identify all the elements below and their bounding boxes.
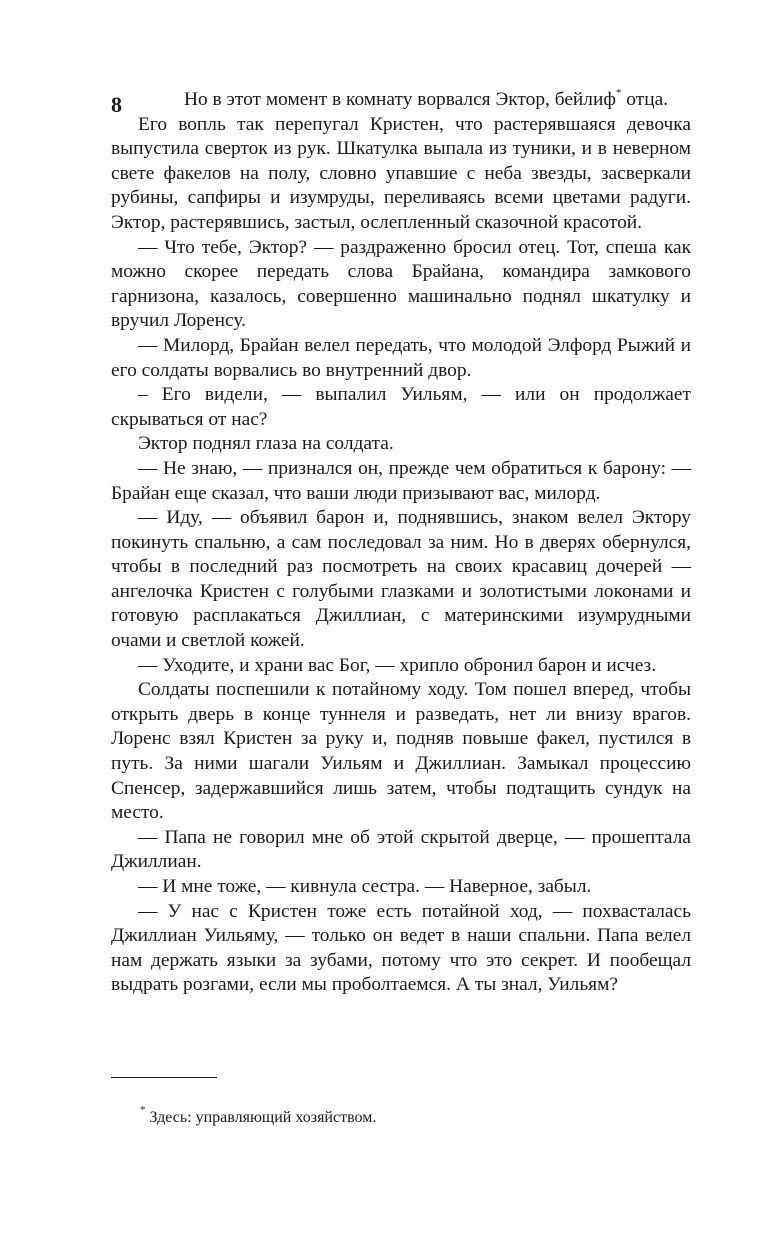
footnote-text: Здесь: управляющий хозяйством.	[145, 1109, 377, 1126]
body-text	[111, 88, 691, 998]
paragraph: — Не знаю, — признался он, прежде чем обратиться к барону: — Брайан еще сказал, что ваши люди призывают вас, милорд.	[111, 457, 691, 504]
paragraph: — Милорд, Брайан велел передать, что молодой Элфорд Рыжий и его солдаты ворвались во внутренний двор.	[111, 334, 691, 381]
paragraph: — И мне тоже, — кивнула сестра. — Наверное, забыл.	[138, 876, 592, 897]
footnote-marker[interactable]: *	[615, 87, 622, 99]
paragraph-text: Но в этот момент в комнату ворвался Эктор, бейлиф	[184, 89, 616, 110]
paragraph: — Уходите, и храни вас Бог, — хрипло обронил барон и исчез.	[138, 654, 657, 676]
paragraph: — У нас с Кристен тоже есть потайной ход, — похвасталась Джиллиан Уильяму, — только он ведет в наши спальни. Папа велел нам держать языки за зубами, потому что это секрет. И пообещал выдрать розгами, если мы проболтаемся. А ты знал, Уильям?	[111, 900, 691, 996]
paragraph	[111, 88, 691, 113]
footnote-divider	[111, 1077, 217, 1078]
paragraph: Эктор поднял глаза на солдата.	[138, 433, 394, 455]
paragraph: — Папа не говорил мне об этой скрытой дверце, — прошептала Джиллиан.	[111, 826, 691, 873]
paragraph: Его вопль так перепугал Кристен, что растерявшаяся девочка выпустила сверток из рук. Шкатулка выпала из туники, и в неверном свете факелов на полу, словно упавшие с неба звезды, засверкали рубины, сапфиры и изумруды, переливаясь всеми цветами радуги. Эктор, растерявшись, застыл, ослепленный сказочной красотой.	[111, 113, 691, 233]
paragraph: — Иду, — объявил барон и, поднявшись, знаком велел Эктору покинуть спальню, а сам последовал за ним. Но в дверях обернулся, чтобы в последний раз посмотреть на своих красавиц дочерей — ангелочка Кристен с голубыми глазками и золотистыми локонами и готовую расплакаться Джиллиан, с материнскими изумрудными очами и светлой кожей.	[111, 507, 691, 652]
paragraph: – Его видели, — выпалил Уильям, — или он продолжает скрываться от нас?	[111, 384, 691, 430]
paragraph-text-tail: отца.	[621, 89, 669, 110]
paragraph: Солдаты поспешили к потайному ходу. Том пошел вперед, чтобы открыть дверь в конце туннеля и разведать, нет ли внизу врагов. Лоренс взял Кристен за руку и, подняв повыше факел, пустился в путь. За ними шагали Уильям и Джиллиан. Замыкал процессию Спенсер, задержавшийся лишь затем, чтобы подтащить сундук на место.	[111, 679, 691, 824]
page-number: 8	[111, 92, 122, 117]
footnote-marker: *	[140, 1104, 146, 1116]
footnote	[111, 1104, 691, 1128]
paragraph: — Что тебе, Эктор? — раздраженно бросил отец. Тот, спеша как можно скорее передать слова Брайана, командира замкового гарнизона, казалось, совершенно машинально поднял шкатулку и вручил Лоренсу.	[111, 236, 691, 332]
